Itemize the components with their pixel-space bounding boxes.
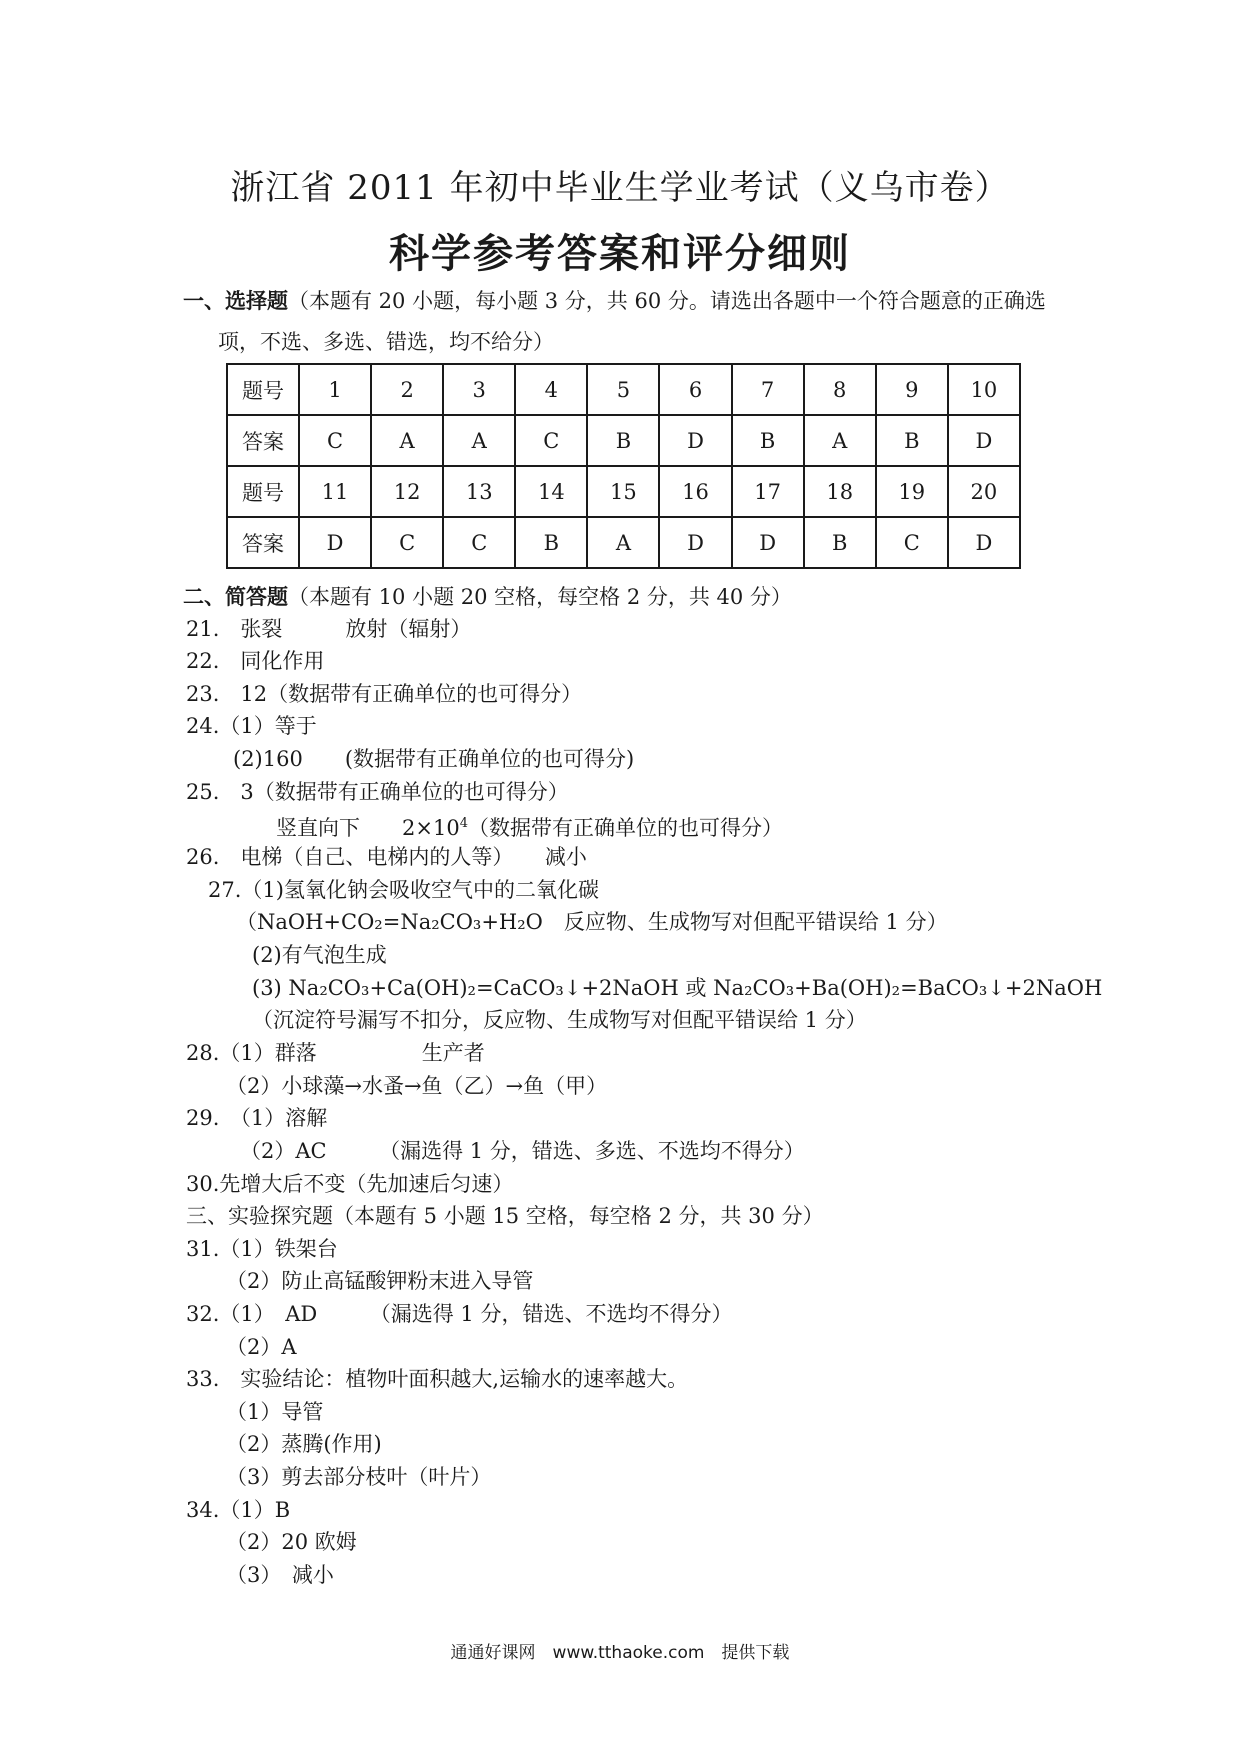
table-row xyxy=(227,466,1020,517)
answer-28-2: （2）小球藻→水蚤→鱼（乙）→鱼（甲） xyxy=(226,1074,608,1098)
answer-22: 22. 同化作用 xyxy=(186,649,325,673)
table-cell: B xyxy=(515,517,587,568)
table-cell: B xyxy=(876,415,948,466)
section2-heading: 二、简答题 xyxy=(183,585,288,609)
answer-24-1: 24.（1）等于 xyxy=(186,714,317,738)
answer-34-3: （3） 减小 xyxy=(226,1563,334,1587)
table-cell: 15 xyxy=(587,466,659,517)
answer-33-2: （2）蒸腾(作用) xyxy=(226,1432,382,1456)
answer-32-1: 32.（1） AD （漏选得 1 分，错选、不选均不得分） xyxy=(186,1302,733,1326)
table-cell: 1 xyxy=(299,364,371,415)
table-cell: 6 xyxy=(659,364,731,415)
answer-33-conclusion: 33. 实验结论：植物叶面积越大,运输水的速率越大。 xyxy=(186,1367,689,1391)
table-cell: 11 xyxy=(299,466,371,517)
answer-25-2-pre: 竖直向下 2×10 xyxy=(276,816,460,840)
table-cell: 9 xyxy=(876,364,948,415)
answer-25-2 xyxy=(276,810,783,842)
answer-29-1: 29. （1）溶解 xyxy=(186,1106,328,1130)
answer-29-2: （2）AC （漏选得 1 分，错选、多选、不选均不得分） xyxy=(240,1139,805,1163)
table-cell: B xyxy=(732,415,804,466)
section2-desc: （本题有 10 小题 20 空格，每空格 2 分，共 40 分） xyxy=(288,585,792,609)
exam-title: 浙江省 2011 年初中毕业生学业考试（义乌市卷） xyxy=(230,168,1010,208)
table-row xyxy=(227,364,1020,415)
answer-table xyxy=(226,363,1021,569)
answer-27-1-note: （NaOH+CO₂=Na₂CO₃+H₂O 反应物、生成物写对但配平错误给 1 分） xyxy=(236,910,948,934)
answer-31-2: （2）防止高锰酸钾粉末进入导管 xyxy=(226,1269,534,1293)
section2-heading-line xyxy=(183,583,792,611)
table-cell: 12 xyxy=(371,466,443,517)
answer-27-3: (3) Na₂CO₃+Ca(OH)₂=CaCO₃↓+2NaOH 或 Na₂CO₃+Ba(OH)₂=BaCO₃↓+2NaOH xyxy=(252,976,1103,1000)
table-cell: A xyxy=(371,415,443,466)
table-row-header: 题号 xyxy=(227,466,299,517)
answer-24-2: (2)160 (数据带有正确单位的也可得分) xyxy=(233,747,635,771)
table-cell: D xyxy=(659,415,731,466)
table-cell: 10 xyxy=(948,364,1020,415)
table-cell: 19 xyxy=(876,466,948,517)
table-cell: 20 xyxy=(948,466,1020,517)
table-cell: A xyxy=(587,517,659,568)
answer-21: 21. 张裂 放射（辐射） xyxy=(186,617,472,641)
answer-33-3: （3）剪去部分枝叶（叶片） xyxy=(226,1465,492,1489)
section3-heading: 三、实验探究题（本题有 5 小题 15 空格，每空格 2 分，共 30 分） xyxy=(186,1204,824,1228)
table-row xyxy=(227,517,1020,568)
table-cell: 13 xyxy=(443,466,515,517)
answer-25-1: 25. 3（数据带有正确单位的也可得分） xyxy=(186,780,569,804)
table-row-header: 答案 xyxy=(227,415,299,466)
table-cell: A xyxy=(804,415,876,466)
table-cell: D xyxy=(948,517,1020,568)
answer-27-2: (2)有气泡生成 xyxy=(252,943,387,967)
table-cell: B xyxy=(804,517,876,568)
table-row-header: 题号 xyxy=(227,364,299,415)
section1-heading: 一、选择题 xyxy=(183,289,288,313)
table-cell: 2 xyxy=(371,364,443,415)
table-cell: 8 xyxy=(804,364,876,415)
table-cell: 18 xyxy=(804,466,876,517)
answer-25-2-post: （数据带有正确单位的也可得分） xyxy=(467,816,783,840)
table-cell: 14 xyxy=(515,466,587,517)
answer-33-1: （1）导管 xyxy=(226,1400,324,1424)
footer-source: 通通好课网 www.tthaoke.com 提供下载 xyxy=(450,1643,790,1663)
answer-27-3-note: （沉淀符号漏写不扣分，反应物、生成物写对但配平错误给 1 分） xyxy=(252,1008,867,1032)
answer-27-1: 27.（1)氢氧化钠会吸收空气中的二氧化碳 xyxy=(208,878,599,902)
table-cell: 4 xyxy=(515,364,587,415)
table-cell: 7 xyxy=(732,364,804,415)
table-cell: 17 xyxy=(732,466,804,517)
table-cell: C xyxy=(515,415,587,466)
table-cell: D xyxy=(948,415,1020,466)
answer-23: 23. 12（数据带有正确单位的也可得分） xyxy=(186,682,583,706)
table-cell: 3 xyxy=(443,364,515,415)
exponent: 4 xyxy=(459,816,468,831)
answer-28-1: 28.（1）群落 生产者 xyxy=(186,1041,485,1065)
table-cell: D xyxy=(659,517,731,568)
table-row xyxy=(227,415,1020,466)
table-cell: A xyxy=(443,415,515,466)
table-cell: 5 xyxy=(587,364,659,415)
table-cell: C xyxy=(876,517,948,568)
answer-30: 30.先增大后不变（先加速后匀速） xyxy=(186,1172,514,1196)
answer-32-2: （2）A xyxy=(226,1335,297,1359)
answer-key-title: 科学参考答案和评分细则 xyxy=(389,231,851,277)
table-cell: 16 xyxy=(659,466,731,517)
answer-31-1: 31.（1）铁架台 xyxy=(186,1237,338,1261)
answer-26: 26. 电梯（自己、电梯内的人等） 减小 xyxy=(186,845,587,869)
table-cell: C xyxy=(371,517,443,568)
answer-34-2: （2）20 欧姆 xyxy=(226,1530,357,1554)
section1-heading-line xyxy=(183,287,1046,315)
table-row-header: 答案 xyxy=(227,517,299,568)
answer-34-1: 34.（1）B xyxy=(186,1498,291,1522)
table-cell: D xyxy=(299,517,371,568)
table-cell: C xyxy=(299,415,371,466)
section1-desc2: 项，不选、多选、错选，均不给分） xyxy=(218,330,554,354)
section1-desc: （本题有 20 小题，每小题 3 分，共 60 分。请选出各题中一个符合题意的正确选 xyxy=(288,289,1046,313)
table-cell: B xyxy=(587,415,659,466)
table-cell: D xyxy=(732,517,804,568)
table-cell: C xyxy=(443,517,515,568)
